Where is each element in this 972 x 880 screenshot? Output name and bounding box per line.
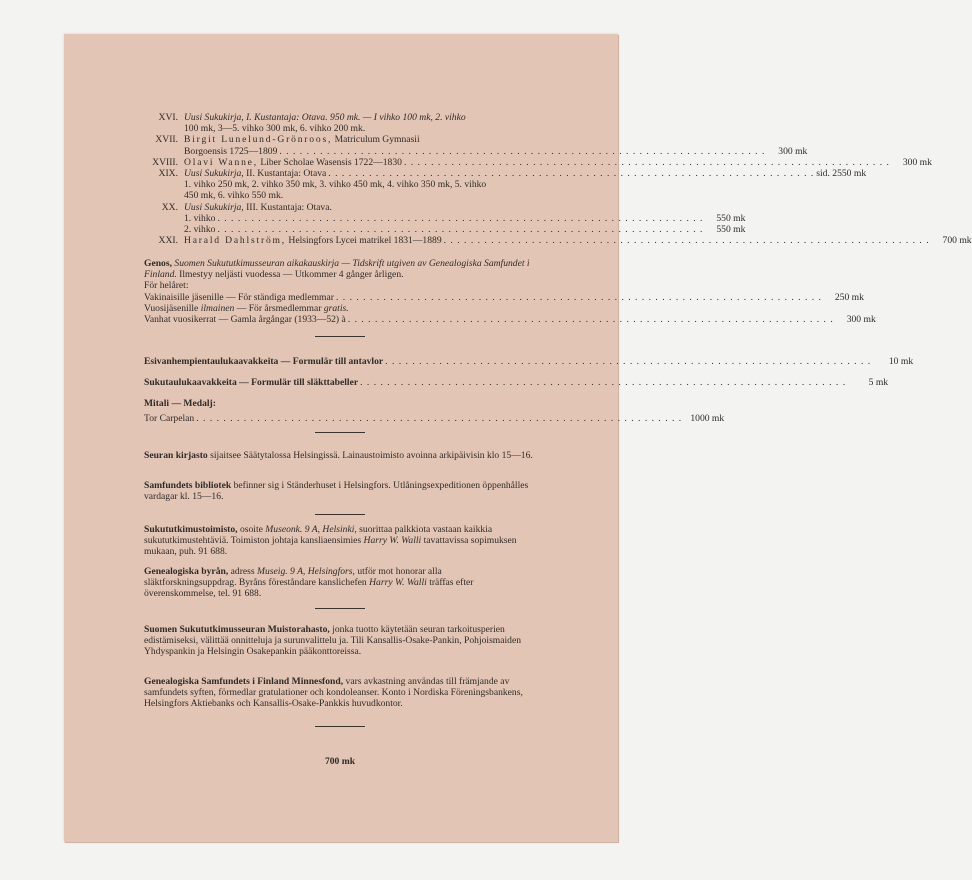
entry-number: XX. xyxy=(161,201,178,213)
entry-author: Harald Dahlström, xyxy=(184,235,287,247)
entry-xvi xyxy=(144,112,536,134)
genos-row-label: ilmainen xyxy=(200,302,235,314)
genos-for-label: För helåret: xyxy=(144,280,189,292)
office-text: suorittaa palkkiota vastaan kaikkia sukututkimustehtäviä. Toimiston johtaja kansliaensimies xyxy=(144,524,493,547)
divider xyxy=(315,432,365,433)
fund-fi-text: jonka tuotto käytetään seuran tarkoitusperien edistämiseksi, välittää onnitteluja ja surunvalittelu ja. Tili Kansallis-Osake-Pankin, Pohjoismaiden Yhdyspankin ja Helsingin Osakepankin pääkonttoreissa. xyxy=(144,624,522,658)
entry-item: 2. vihko xyxy=(184,224,216,236)
form-label: Sukutaulukaavakkeita — Formulär till släkttabeller xyxy=(144,377,359,389)
library-fi-heading: Seuran kirjasto xyxy=(144,450,208,461)
genos-row-price: 300 mk xyxy=(846,314,876,326)
medal-price: 1000 mk xyxy=(690,412,725,424)
genos-row-label: gratis. xyxy=(323,302,349,314)
library-fi-text: sijaitsee Säätytalossa Helsingissä. Lainaustoimisto avoinna arkipäivisin klo 15—16. xyxy=(207,450,533,461)
form-label: Esivanhempientaulukaavakkeita — Formulär till antavlor xyxy=(144,356,384,367)
leader-dots xyxy=(217,224,703,235)
entry-number: XVII. xyxy=(155,134,178,146)
entry-price: 300 mk xyxy=(902,156,932,168)
entry-text: III. Kustantaja: Otava. xyxy=(243,201,332,213)
library-sv-text: befinner sig i Ständerhuset i Helsingfors. Utlåningsexpeditionen öppenhålles vardagar kl. 15—16. xyxy=(144,480,529,503)
entry-price: 300 mk xyxy=(778,145,808,157)
genos-row-label: Vakinaisille jäsenille — För ständiga medlemmar xyxy=(144,291,334,303)
entry-text: II. Kustantaja: Otava xyxy=(243,168,327,180)
genos-heading: Genos, xyxy=(144,258,172,269)
entry-xix xyxy=(144,168,867,202)
form-price: 5 mk xyxy=(868,377,889,389)
entry-text: 1. vihko 250 mk, 2. vihko 350 mk, 3. vihko 450 mk, 4. vihko 350 mk, 5. vihko xyxy=(184,179,487,191)
genos-row-price: 250 mk xyxy=(834,291,864,303)
entry-item: 1. vihko xyxy=(184,212,216,224)
fund-sv-heading: Genealogiska Samfundets i Finland Minnesfond, xyxy=(144,676,344,687)
entry-title: Uusi Sukukirja, xyxy=(184,168,244,180)
medal-row xyxy=(144,412,725,424)
office-fi xyxy=(144,524,536,558)
fund-fi xyxy=(144,624,536,658)
genos-frequency: Ilmestyy neljästi vuodessa — Utkommer 4 gånger årligen. xyxy=(176,269,404,281)
entry-text: 450 mk, 6. vihko 550 mk. xyxy=(184,190,284,202)
library-fi xyxy=(144,450,536,461)
library-sv xyxy=(144,480,536,502)
leader-dots xyxy=(404,157,890,168)
divider xyxy=(315,726,365,727)
entry-number: XIX. xyxy=(158,168,178,180)
leader-dots xyxy=(196,413,682,424)
divider xyxy=(315,514,365,515)
entry-title: Liber Scholae Wasensis 1722—1830 xyxy=(257,156,402,168)
leader-dots xyxy=(444,235,930,246)
office-text: osoite xyxy=(237,524,266,535)
entry-text: Borgoensis 1725—1809 xyxy=(184,145,278,157)
office-address: Museonk. 9 A, Helsinki, xyxy=(265,524,357,535)
book-back-cover xyxy=(64,34,972,842)
entry-xxi xyxy=(144,235,972,247)
form-row xyxy=(144,377,889,389)
fund-fi-heading: Suomen Sukututkimusseuran Muistorahasto, xyxy=(144,624,330,635)
medal-label: Tor Carpelan xyxy=(144,412,195,424)
entry-price: 700 mk xyxy=(942,235,972,247)
office-director: Harry W. Walli xyxy=(369,577,427,589)
genos-row-label: Vuosijäsenille xyxy=(144,302,201,314)
entry-xviii xyxy=(144,156,932,168)
publication-list xyxy=(144,112,972,247)
entry-number: XVI. xyxy=(158,112,178,123)
divider xyxy=(315,608,365,609)
leader-dots xyxy=(360,377,846,388)
office-director: Harry W. Walli xyxy=(363,535,422,547)
entry-author: Birgit Lunelund-Grönroos, xyxy=(184,134,333,146)
office-text: utför mot honorar alla släktforskningsuppdrag. Byråns föreståndare kanslichefen xyxy=(144,566,442,589)
entry-number: XXI. xyxy=(158,235,178,247)
entry-price: 550 mk xyxy=(716,224,746,236)
entry-text: 100 mk, 3—5. vihko 300 mk, 6. vihko 200 mk. xyxy=(184,123,366,135)
forms-section xyxy=(144,356,914,424)
office-address: Museig. 9 A, Helsingfors, xyxy=(257,566,355,577)
genos-row-label: Vanhat vuosikerrat — Gamla årgångar (1933—52) à xyxy=(144,314,346,326)
medal-heading: Mitali — Medalj: xyxy=(144,398,216,410)
entry-title: Helsingfors Lycei matrikel 1831—1889 xyxy=(286,235,442,247)
leader-dots xyxy=(336,292,822,303)
entry-title: Uusi Sukukirja, xyxy=(184,201,244,213)
leader-dots xyxy=(279,146,765,157)
library-sv-heading: Samfundets bibliotek xyxy=(144,480,232,491)
divider xyxy=(315,336,365,337)
entry-price: 550 mk xyxy=(716,212,746,224)
leader-dots xyxy=(217,213,703,224)
entry-xvii xyxy=(144,134,808,157)
entry-xx xyxy=(144,201,746,236)
leader-dots xyxy=(385,356,871,367)
entry-title: Matriculum Gymnasii xyxy=(332,134,420,146)
office-text: tavattavissa sopimuksen mukaan, puh. 91 688. xyxy=(144,535,517,558)
genos-row-label: — För årsmedlemmar xyxy=(234,302,324,314)
book-price: 700 mk xyxy=(324,756,356,767)
fund-sv-text: vars avkastning användas till främjande av samfundets syften, förmedlar gratulationer och kondoleanser. Konto i Nordiska Föreningsbankens, Helsingfors Aktiebanks och Kansallis-Osake-Pankkis huvudkontor. xyxy=(144,676,523,710)
leader-dots xyxy=(328,168,814,179)
office-sv xyxy=(144,566,536,600)
fund-sv xyxy=(144,676,536,710)
form-row xyxy=(144,356,914,367)
entry-price: sid. 2550 mk xyxy=(816,168,867,180)
genos-subtitle: Suomen Sukututkimusseuran aikakauskirja — Tidskrift utgiven av Genealogiska Samfundet i Finland. xyxy=(144,258,530,281)
entry-text: Uusi Sukukirja, I. Kustantaja: Otava. 950 mk. — I vihko 100 mk, 2. vihko xyxy=(184,112,466,123)
genos-section xyxy=(144,258,876,326)
leader-dots xyxy=(348,314,834,325)
office-text: adress xyxy=(228,566,258,577)
office-fi-heading: Sukututkimustoimisto, xyxy=(144,524,238,535)
form-price: 10 mk xyxy=(888,356,914,367)
entry-author: Olavi Wanne, xyxy=(184,156,258,168)
office-sv-heading: Genealogiska byrån, xyxy=(144,566,229,577)
office-text: träffas efter överenskommelse, tel. 91 688. xyxy=(144,577,474,600)
entry-number: XVIII. xyxy=(152,156,178,168)
